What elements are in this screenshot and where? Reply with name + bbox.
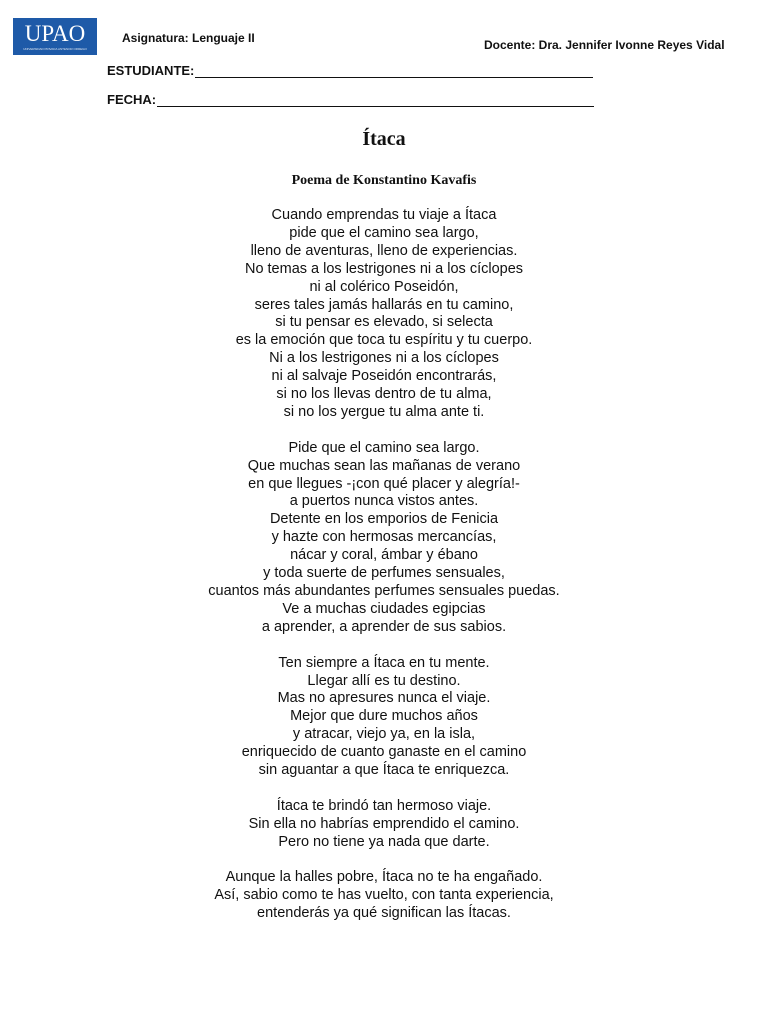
poem-line: Cuando emprendas tu viaje a Ítaca — [271, 207, 497, 223]
poem-line: Así, sabio como te has vuelto, con tanta experiencia, — [214, 887, 554, 904]
logo-text: UPAO — [24, 21, 86, 46]
student-field — [107, 63, 593, 78]
poem-subtitle: Poema de Konstantino Kavafis — [291, 173, 477, 188]
poem-line: a puertos nunca vistos antes. — [289, 493, 479, 510]
poem-line: Sin ella no habrías emprendido el camino. — [248, 815, 520, 832]
poem-line: nácar y coral, ámbar y ébano — [290, 547, 478, 564]
poem-line: Detente en los emporios de Fenicia — [269, 511, 499, 528]
poem-body — [0, 207, 768, 941]
poem-line: cuantos más abundantes perfumes sensuales puedas. — [208, 583, 560, 600]
course-label: Asignatura: Lenguaje II — [122, 31, 255, 45]
poem-title: Ítaca — [362, 128, 406, 150]
student-blank-line — [195, 63, 593, 78]
poem-line: Que muchas sean las mañanas de verano — [247, 457, 521, 474]
poem-line: y atracar, viejo ya, en la isla, — [292, 726, 476, 743]
poem-line: Ni a los lestrigones ni a los cíclopes — [269, 350, 499, 367]
logo-subtext: UNIVERSIDAD PRIVADA ANTENOR ORREGO — [23, 47, 87, 51]
poem-stanza — [0, 869, 768, 923]
poem-line: Ten siempre a Ítaca en tu mente. — [278, 654, 490, 671]
date-blank-line — [157, 92, 594, 107]
poem-line: si no los yergue tu alma ante ti. — [283, 403, 485, 420]
poem-line: ni al colérico Poseidón, — [309, 278, 459, 295]
teacher-label: Docente: Dra. Jennifer Ivonne Reyes Vidal — [484, 38, 725, 52]
poem-line: Llegar allí es tu destino. — [307, 672, 461, 689]
poem-line: es la emoción que toca tu espíritu y tu cuerpo. — [235, 332, 533, 349]
poem-line: ni al salvaje Poseidón encontrarás, — [271, 368, 497, 385]
poem-line: lleno de aventuras, lleno de experiencias. — [250, 242, 518, 259]
poem-line: si no los llevas dentro de tu alma, — [276, 386, 492, 403]
poem-line: en que llegues -¡con qué placer y alegría!- — [248, 475, 520, 492]
poem-line: sin aguantar a que Ítaca te enriquezca. — [258, 762, 510, 779]
poem-stanza — [0, 207, 768, 422]
poem-line: entenderás ya qué significan las Ítacas. — [257, 905, 511, 922]
poem-line: Ve a muchas ciudades egipcias — [282, 600, 486, 617]
poem-stanza — [0, 798, 768, 852]
student-label: ESTUDIANTE: — [107, 63, 195, 78]
poem-line: si tu pensar es elevado, si selecta — [275, 314, 493, 331]
poem-line: Mejor que dure muchos años — [290, 708, 478, 725]
upao-logo — [13, 18, 97, 55]
poem-line: pide que el camino sea largo, — [289, 224, 479, 241]
poem-line: Ítaca te brindó tan hermoso viaje. — [276, 797, 492, 814]
poem-line: seres tales jamás hallarás en tu camino, — [254, 296, 514, 313]
poem-line: No temas a los lestrigones ni a los cíclopes — [244, 260, 524, 277]
poem-line: Pide que el camino sea largo. — [288, 439, 480, 456]
poem-line: y toda suerte de perfumes sensuales, — [263, 565, 505, 582]
poem-line: a aprender, a aprender de sus sabios. — [261, 618, 507, 635]
poem-line: Pero no tiene ya nada que darte. — [278, 833, 490, 850]
poem-line: y hazte con hermosas mercancías, — [271, 529, 497, 546]
poem-line: enriquecido de cuanto ganaste en el camino — [241, 744, 527, 761]
poem-line: Aunque la halles pobre, Ítaca no te ha engañado. — [225, 869, 543, 886]
date-field — [107, 92, 594, 107]
poem-stanza — [0, 440, 768, 637]
poem-stanza — [0, 655, 768, 780]
poem-line: Mas no apresures nunca el viaje. — [277, 690, 491, 707]
date-label: FECHA: — [107, 92, 157, 107]
